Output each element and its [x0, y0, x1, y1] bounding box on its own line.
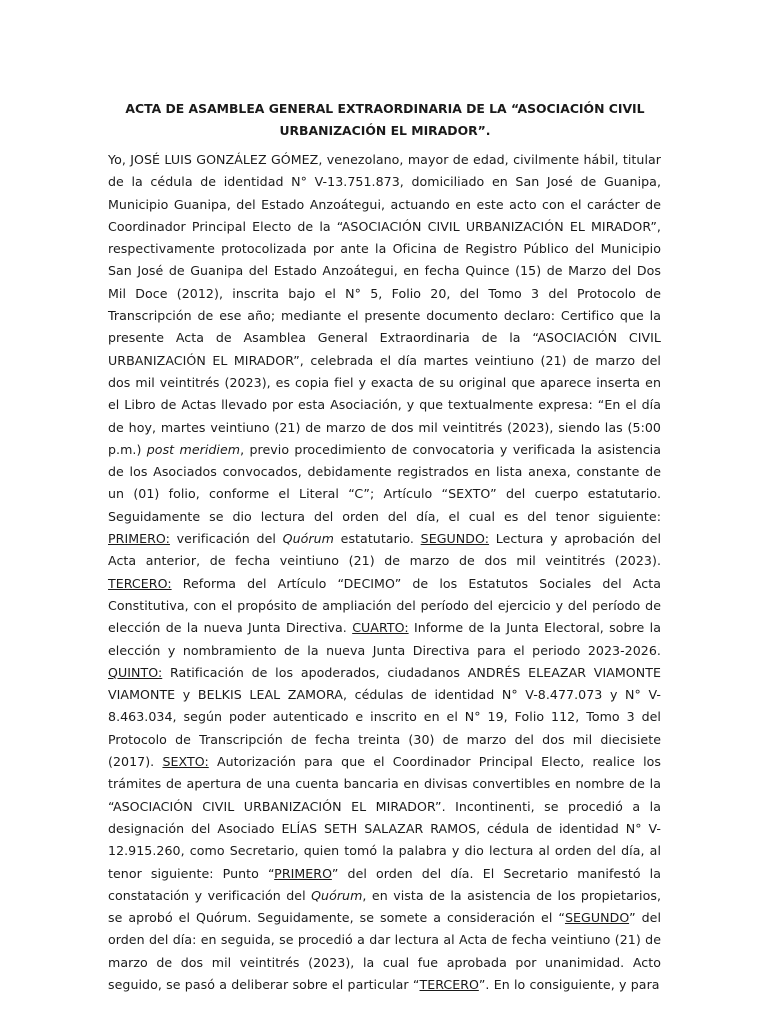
body-text-segment: Autorización para que el Coordinador Principal Electo, realice los trámites de apertura de una cuenta bancaria en divisas convertibles en nombre de la “ASOCIACIÓN CIVIL URBANIZACIÓN EL MIRADOR”. Incontinenti, se procedió a la designación del Asociado ELÍAS SETH SALAZAR RAMOS, cédula de identidad N° V-12.915.260, como Secretario, quien tomó la palabra y dio lectura al orden del día, al tenor siguiente: Punto “: [108, 754, 661, 881]
underlined-heading: CUARTO:: [352, 620, 409, 636]
body-text-segment: Lectura y aprobación del Acta anterior, de fecha veintiuno (21) de marzo de dos mil veintitrés (2023).: [108, 531, 662, 569]
underlined-heading: SEXTO:: [162, 754, 209, 770]
body-text-segment: ” del orden del día. El Secretario manifestó la constatación y verificación del: [108, 865, 661, 903]
underlined-heading: SEGUNDO: [564, 910, 630, 926]
body-text-segment: Reforma del Artículo “DECIMO” de los Estatutos Sociales del Acta Constitutiva, con el propósito de ampliación del período del ejercicio y del período de elección de la nueva Junta Directiva.: [108, 575, 661, 636]
document-body: [108, 149, 661, 996]
body-text-segment: Informe de la Junta Electoral, sobre la elección y nombramiento de la nueva Junta Directiva para el periodo 2023-2026.: [108, 620, 661, 658]
underlined-heading: PRIMERO: [274, 865, 332, 881]
body-text-segment: ”. En lo consiguiente, y para: [478, 976, 660, 992]
italic-term: post meridiem: [146, 441, 241, 457]
body-text-segment: estatutario.: [333, 531, 421, 547]
body-text-segment: Ratificación de los apoderados, ciudadanos ANDRÉS ELEAZAR VIAMONTE VIAMONTE y BELKIS LEAL ZAMORA, cédulas de identidad N° V-8.477.073 y N° V-8.463.034, según poder autenticado e inscrito en el N° 19, Folio 112, Tomo 3 del Protocolo de Transcripción de fecha treinta (30) de marzo del dos mil diecisiete (2017).: [108, 664, 661, 770]
underlined-heading: TERCERO:: [108, 575, 172, 591]
body-text-segment: ” del orden del día: en seguida, se procedió a dar lectura al Acta de fecha veintiuno (21) de marzo de dos mil veintitrés (2023), la cual fue aprobada por unanimidad. Acto seguido, se pasó a deliberar sobre el particular “: [108, 910, 662, 992]
body-text-segment: verificación del: [169, 531, 283, 547]
body-text-segment: , previo procedimiento de convocatoria y verificada la asistencia de los Asociados convocados, debidamente registrados en lista anexa, constante de un (01) folio, conforme el Literal “C”; Artículo “SEXTO” del cuerpo estatutario. Seguidamente se dio lectura del orden del día, el cual es del tenor siguiente:: [108, 441, 661, 524]
underlined-heading: QUINTO:: [108, 664, 163, 680]
italic-term: Quórum: [311, 887, 363, 903]
underlined-heading: PRIMERO:: [108, 531, 170, 547]
underlined-heading: SEGUNDO:: [420, 531, 490, 547]
body-text-segment: , en vista de la asistencia de los propietarios, se aprobó el Quórum. Seguidamente, se somete a consideración el “: [108, 887, 662, 926]
body-text-segment: Yo, JOSÉ LUIS GONZÁLEZ GÓMEZ, venezolano, mayor de edad, civilmente hábil, titular de la cédula de identidad N° V-13.751.873, domiciliado en San José de Guanipa, Municipio Guanipa, del Estado Anzoátegui, actuando en este acto con el carácter de Coordinador Principal Electo de la “ASOCIACIÓN CIVIL URBANIZACIÓN EL MIRADOR”, respectivamente protocolizada por ante la Oficina de Registro Público del Municipio San José de Guanipa del Estado Anzoátegui, en fecha Quince (15) de Marzo del Dos Mil Doce (2012), inscrita bajo el N° 5, Folio 20, del Tomo 3 del Protocolo de Transcripción de ese año; mediante el presente documento declaro: Certifico que la presente Acta de Asamblea General Extraordinaria de la “ASOCIACIÓN CIVIL URBANIZACIÓN EL MIRADOR”, celebrada el día martes veintiuno (21) de marzo del dos mil veintitrés (2023), es copia fiel y exacta de su original que aparece inserta en el Libro de Actas llevado por esta Asociación, y que textualmente expresa: “En el día de hoy, martes veintiuno (21) de marzo de dos mil veintitrés (2023), siendo las (5:00 p.m.): [108, 152, 661, 457]
underlined-heading: TERCERO: [419, 976, 479, 992]
document-title: ACTA DE ASAMBLEA GENERAL EXTRAORDINARIA DE LA “ASOCIACIÓN CIVIL URBANIZACIÓN EL MIRADOR”.: [125, 101, 645, 138]
italic-term: Quórum: [282, 531, 334, 547]
